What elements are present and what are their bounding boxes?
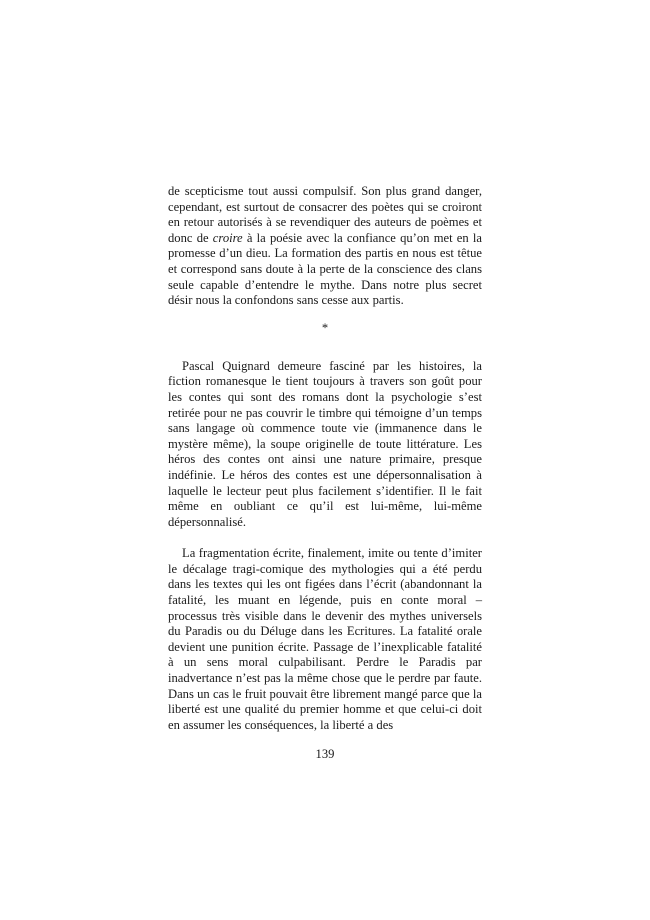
paragraph-1-text-b: à la poésie avec la confiance qu’on met en la promesse d’un dieu. La formation des partis en nous est têtue et correspond sans doute à la perte de la conscience des clans seule capable d’entendre le mythe. Dans notre plus secret désir nous la confondons sans cesse aux partis. bbox=[168, 230, 482, 308]
paragraph-1 bbox=[168, 184, 482, 309]
section-separator: * bbox=[321, 320, 329, 335]
page-number: 139 bbox=[315, 747, 335, 761]
paragraph-gap bbox=[168, 530, 482, 546]
paragraph-2: Pascal Quignard demeure fasciné par les histoires, la fiction romanesque le tient toujours à travers son goût pour les contes qui sont des romans dont la psychologie s’est retirée pour ne pas couvrir le timbre qui témoigne d’un temps sans langage où commence toute vie (immanence dans le mystère même), la soupe originelle de toute littérature. Les héros des contes ont ainsi une nature primaire, presque indéfinie. Le héros des contes est une dépersonnalisation à laquelle le lecteur peut plus facilement s’identifier. Il le fait même en oubliant ce qu’il est lui-même, lui-même dépersonnalisé. bbox=[168, 358, 482, 529]
page-body bbox=[168, 184, 482, 733]
paragraph-3: La fragmentation écrite, finalement, imite ou tente d’imiter le décalage tragi-comique des mythologies qui a été perdu dans les textes qui les ont figées dans l’écrit (abandonnant la fatalité, les muant en légende, puis en conte moral – processus très visible dans le devenir des mythes universels du Paradis ou du Déluge dans les Ecritures. La fatalité orale devient une punition écrite. Passage de l’inexplicable fatalité à un sens moral culpabilisant. Perdre le Paradis par inadvertance n’est pas la même chose que le perdre par faute. Dans un cas le fruit pouvait être librement mangé parce que la liberté est une qualité du premier homme et que celui-ci doit en assumer les conséquences, la liberté a des bbox=[168, 546, 482, 732]
paragraph-1-italic-word: croire bbox=[212, 230, 243, 245]
paragraph-1-text-a: de scepticisme tout aussi compulsif. Son plus grand danger, cependant, est surtout de consacrer des poètes qui se croiront en retour autorisés à se revendiquer des auteurs de poèmes et donc de bbox=[168, 184, 482, 245]
